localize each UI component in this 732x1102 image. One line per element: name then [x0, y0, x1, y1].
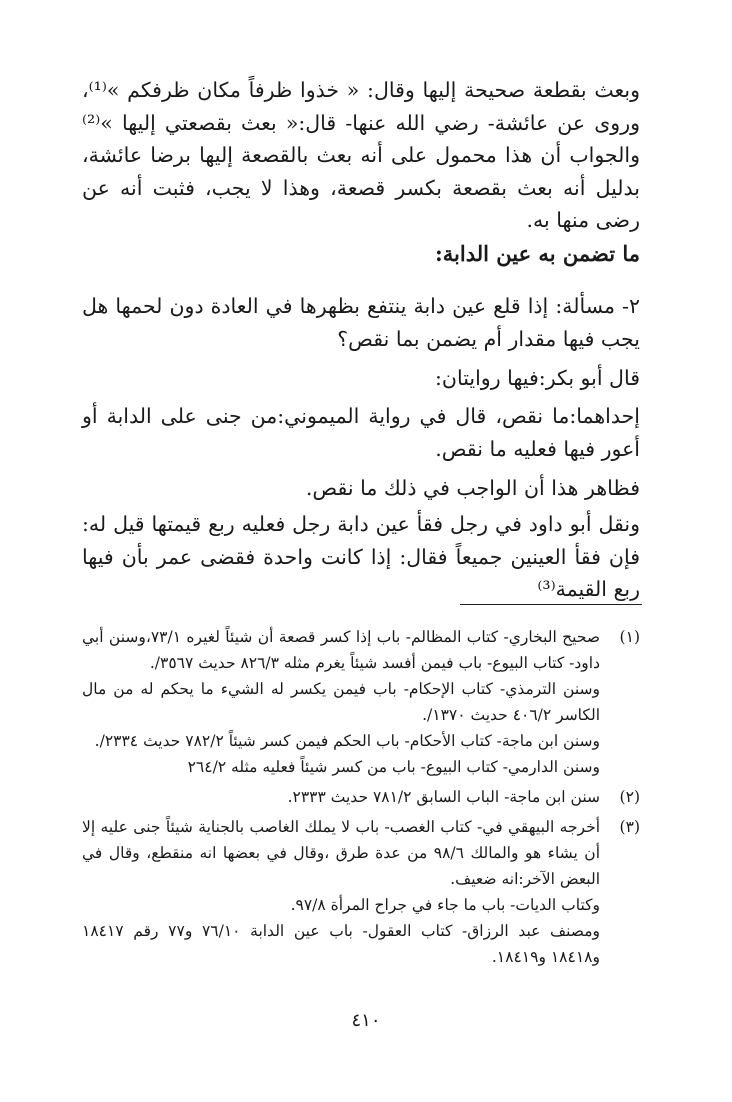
paragraph-first-narration-text: إحداهما:ما نقص، قال في رواية الميموني:من جنى على الدابة أو أعور فيها فعليه ما نقص.: [82, 404, 640, 461]
paragraph-apparent: [82, 472, 640, 505]
paragraph-abu-bakr: [82, 362, 640, 395]
footnote-line: وكتاب الديات- باب ما جاء في جراح المرأة ٩٧/٨.: [290, 896, 600, 914]
footnote-line: صحيح البخاري- كتاب المظالم- باب إذا كسر قصعة أن شيئاً لغيره ٧٣/١،وسنن أبي داود- كتاب البيوع- باب فيمن أفسد شيئاً يغرم مثله ٨٢٦/٣ حديث ٣٥٦٧/.: [82, 628, 600, 672]
footnote-number: (٣): [619, 818, 640, 836]
footnote-divider: [460, 604, 642, 605]
footnotes: [82, 624, 640, 974]
footnote-line: ومصنف عبد الرزاق- كتاب العقول- باب عين الدابة ٧٦/١٠ و٧٧ رقم ١٨٤١٧ و١٨٤١٨ و١٨٤١٩.: [82, 922, 600, 966]
footnote-number: (٢): [619, 788, 640, 806]
paragraph-issue-text: ٢- مسألة: إذا قلع عين دابة ينتفع بظهرها في العادة دون لحمها هل يجب فيها مقدار أم يضمن بما نقص؟: [82, 294, 640, 351]
paragraph-abu-bakr-text: قال أبو بكر:فيها روايتان:: [435, 366, 640, 390]
paragraph-first-narration: [82, 400, 640, 465]
page-number: ٤١٠: [351, 1010, 381, 1031]
footnote-line: أخرجه البيهقي في- كتاب الغصب- باب لا يملك الغاصب بالجناية شيئاً جنى عليه إلا أن يشاء هو والمالك ٩٨/٦ من عدة طرق ،وقال في بعضها انه منقطع، وقال في البعض الآخر:انه ضعيف.: [82, 818, 600, 888]
paragraph-abu-dawud: [82, 508, 640, 606]
paragraph-1-text: وبعث بقطعة صحيحة إليها وقال: « خذوا ظرفاً مكان ظرفكم »⁽¹⁾، وروى عن عائشة- رضي الله عنها- قال:« بعث بقصعتي إليها »⁽²⁾ والجواب أن هذا محمول على أنه بعث بالقصعة إليها برضا عائشة، بدليل أنه بعث بقصعة بكسر قصعة، وهذا لا يجب، فثبت أنه عن رضى منها به.: [82, 78, 640, 232]
section-heading: ما تضمن به عين الدابة:: [435, 241, 640, 266]
footnote-line: وسنن الترمذي- كتاب الإحكام- باب فيمن يكسر له الشيء ما يحكم له من مال الكاسر ٤٠٦/٢ حديث ١٣٧٠/.: [82, 680, 600, 724]
footnote: [82, 784, 640, 810]
footnote: [82, 624, 640, 780]
footnote-line: سنن ابن ماجة- الباب السابق ٧٨١/٢ حديث ٢٣٣٣.: [287, 788, 600, 806]
paragraph-abu-dawud-text: ونقل أبو داود في رجل فقأ عين دابة رجل فعليه ربع قيمتها قيل له: فإن فقأ العينين جميعاً فقال: إذا كانت واحدة فقضى عمر بأن فيها ربع القيمة⁽³⁾: [82, 512, 640, 601]
paragraph-apparent-text: فظاهر هذا أن الواجب في ذلك ما نقص.: [305, 476, 640, 500]
footnote-line: وسنن الدارمي- كتاب البيوع- باب من كسر شيئاً فعليه مثله ٢٦٤/٢: [187, 758, 600, 776]
footnote-line: وسنن ابن ماجة- كتاب الأحكام- باب الحكم فيمن كسر شيئاً ٧٨٢/٢ حديث ٢٣٣٤/.: [94, 732, 600, 750]
footnote: [82, 814, 640, 970]
paragraph-1: [82, 74, 640, 237]
paragraph-issue: [82, 290, 640, 355]
footnote-number: (١): [619, 628, 640, 646]
